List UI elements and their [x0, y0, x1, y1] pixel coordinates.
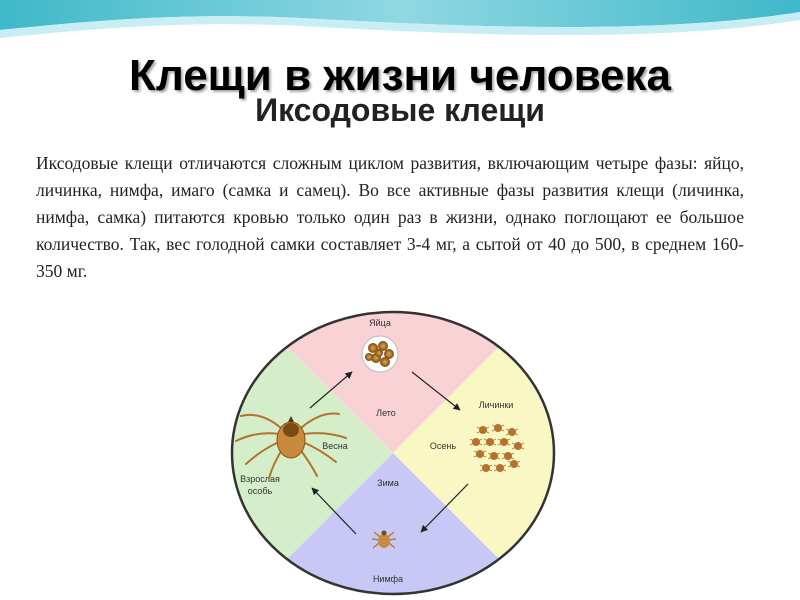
- label-eggs: Яйца: [369, 318, 391, 328]
- page-subtitle: Иксодовые клещи: [255, 92, 545, 128]
- label-winter: Зима: [377, 478, 399, 488]
- label-spring: Весна: [322, 441, 348, 451]
- label-summer: Лето: [376, 408, 396, 418]
- label-nymph: Нимфа: [372, 574, 404, 584]
- label-autumn: Осень: [429, 441, 457, 451]
- page-title: Клещи в жизни человека: [128, 51, 672, 100]
- label-larvae: Личинки: [478, 400, 514, 410]
- tick-life-cycle-diagram: [228, 308, 558, 598]
- label-adult-line1: Взрослая: [240, 474, 280, 484]
- label-adult-line2: особь: [247, 486, 273, 496]
- egg-cluster-icon: [362, 336, 398, 372]
- body-paragraph: Иксодовые клещи отличаются сложным циклом развития, включающим четыре фазы: яйцо, личинка, нимфа, имаго (самка и самец). Во все активные фазы развития клещи (личинка, нимфа, самка) питаются кровью только один раз в жизни, однако поглощают ее большое количество. Так, вес голодной самки составляет 3-4 мг, а сытой от 40 до 500, в среднем 160-350 мг.: [36, 153, 744, 281]
- nymph-tick-icon: [372, 531, 396, 549]
